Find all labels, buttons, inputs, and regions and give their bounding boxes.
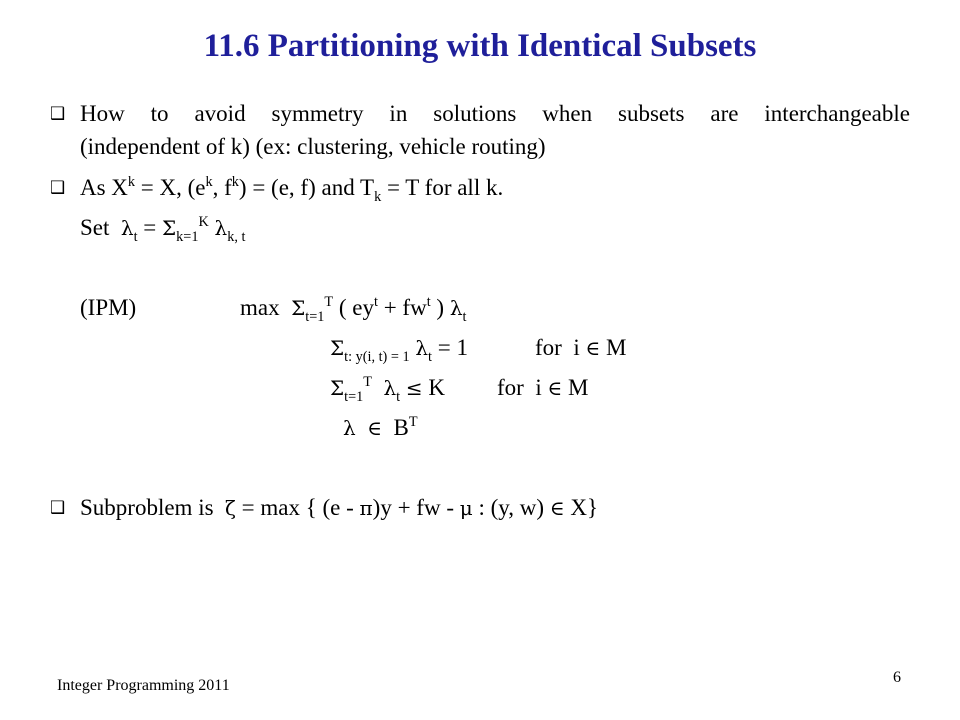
set-definition: Set $\lambda_t = \Sigma_{k=1}^K$ $\lambda_{k, t}$	[80, 214, 246, 245]
page-number: 6	[893, 669, 901, 686]
constraint-2: $\Sigma_{t=1}^T$ $\lambda_t \le K$	[330, 374, 446, 405]
ipm-label: (IPM)	[80, 295, 137, 320]
constraint-2-qualifier: for i ∈ M	[497, 375, 589, 400]
bullet-1-line-1: How to avoid symmetry in solutions when subsets are interchangeable	[80, 101, 910, 126]
bullet-3-icon: ❑	[50, 498, 66, 518]
constraint-1: $\Sigma_{t: y(i, t) = 1}$ $\lambda_t = 1$	[330, 335, 468, 365]
bullet-2-icon: ❑	[50, 178, 66, 198]
ipm-objective: $\max \Sigma_{t=1}^T$ ( $ey^t + fw^t$ ) $\lambda_t$	[240, 294, 467, 325]
footer-course: Integer Programming 2011	[57, 677, 230, 694]
bullet-1-icon: ❑	[50, 104, 66, 124]
slide-title: 11.6 Partitioning with Identical Subsets	[203, 28, 757, 64]
constraint-3: λ ∈ $B^T$	[343, 414, 418, 440]
bullet-1-line-2: (independent of k) (ex: clustering, vehicle routing)	[80, 134, 546, 159]
bullet-3-text: Subproblem is ζ = max { (e - π)y + fw - μ : (y, w) ∈ X}	[80, 495, 599, 520]
bullet-2-text: As $X^k = X$, ($e^k$, $f^k) = (e$, f) and $T_k = T$ for all k.	[80, 174, 504, 205]
constraint-1-qualifier: for i ∈ M	[535, 335, 627, 360]
